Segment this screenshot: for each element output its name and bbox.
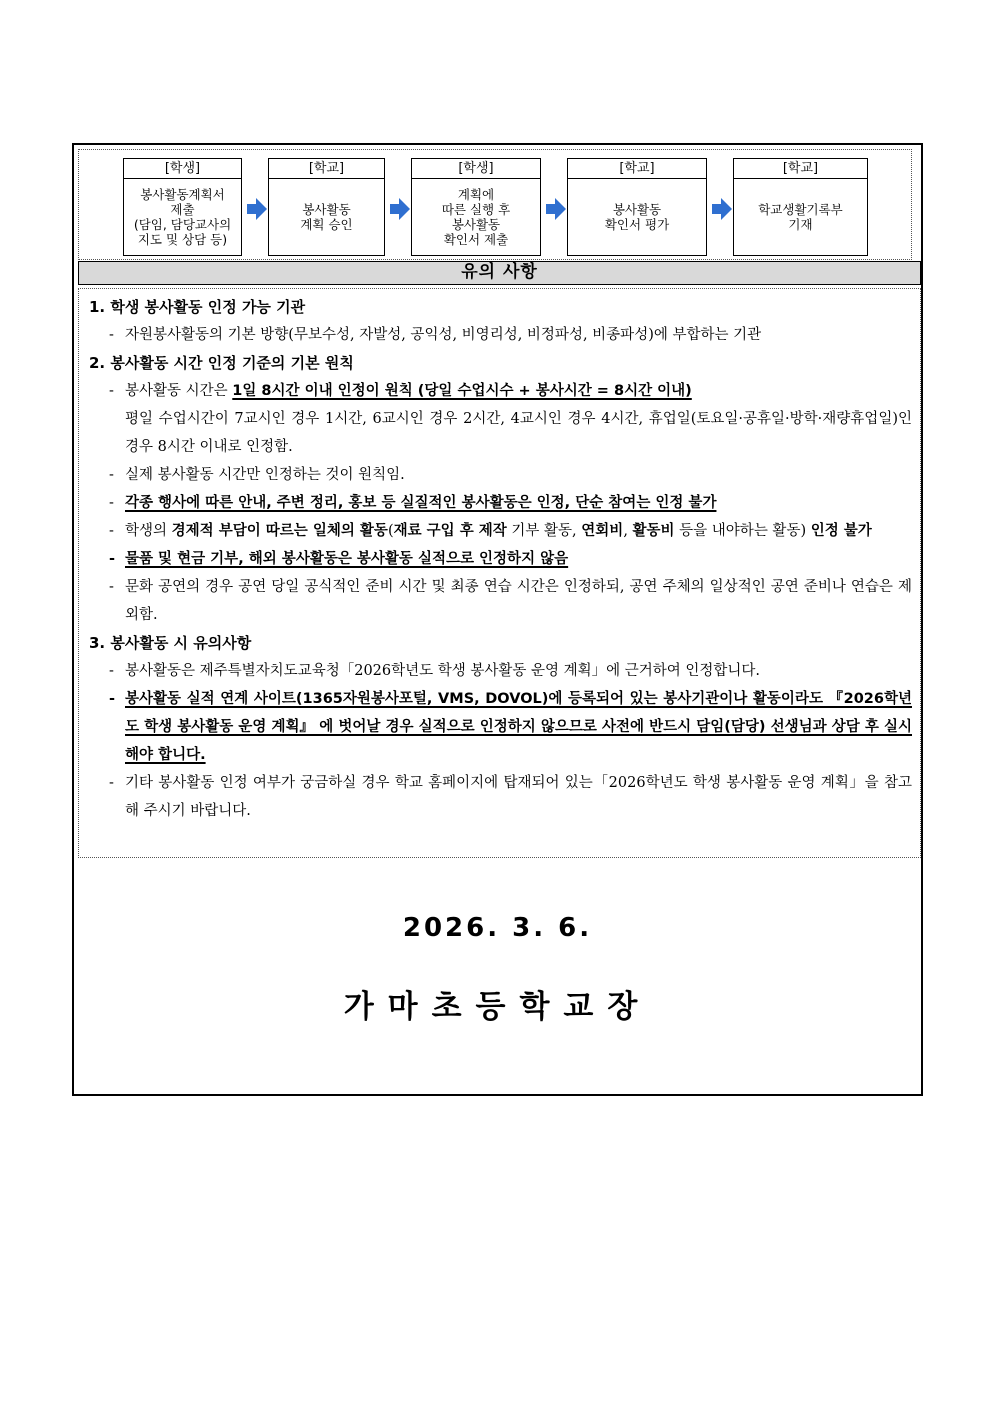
list-item: - 자원봉사활동의 기본 방향(무보수성, 자발성, 공익성, 비영리성, 비정파성, 비종파성)에 부합하는 기관	[109, 327, 762, 343]
step-actor: [학생]	[124, 159, 241, 179]
list-item: - 학생의 경제적 부담이 따르는 일체의 활동(재료 구입 후 제작 기부 활동, 연회비, 활동비 등을 내야하는 활동) 인정 불가	[109, 523, 872, 539]
notice-frame	[72, 143, 923, 1096]
notes-body	[78, 288, 921, 858]
arrow-right-icon	[546, 198, 566, 220]
list-item-continuation: 평일 수업시간이 7교시인 경우 1시간, 6교시인 경우 2시간, 4교시인 경우 4시간, 휴업일(토요일·공휴일·방학·재량휴업일)인 경우 8시간 이내로 인정함.	[125, 411, 912, 455]
flow-step-4	[567, 158, 707, 256]
section-title: 2. 봉사활동 시간 인정 기준의 기본 원칙	[89, 354, 354, 372]
list-item: - 문화 공연의 경우 공연 당일 공식적인 준비 시간 및 최종 연습 시간은 인정하되, 공연 주체의 일상적인 공연 준비나 연습은 제외함.	[109, 579, 912, 623]
list-item: - 기타 봉사활동 인정 여부가 궁금하실 경우 학교 홈페이지에 탑재되어 있는「2026학년도 학생 봉사활동 운영 계획」을 참고해 주시기 바랍니다.	[109, 775, 912, 819]
flow-step-2	[268, 158, 385, 256]
list-item: - 봉사활동은 제주특별자치도교육청「2026학년도 학생 봉사활동 운영 계획」에 근거하여 인정합니다.	[109, 663, 761, 679]
arrow-right-icon	[247, 198, 267, 220]
step-actor: [학교]	[734, 159, 867, 179]
step-text: 봉사활동계획서 제출 (담임, 담당교사의 지도 및 상담 등)	[133, 187, 232, 247]
step-text: 계획에 따른 실행 후 봉사활동 확인서 제출	[441, 187, 511, 247]
step-actor: [학교]	[568, 159, 706, 179]
list-item: - 각종 행사에 따른 안내, 주변 정리, 홍보 등 실질적인 봉사활동은 인정, 단순 참여는 인정 불가	[109, 495, 717, 511]
notes-heading: 유의 사항	[78, 261, 921, 285]
flow-step-3	[411, 158, 541, 256]
list-item: - 물품 및 현금 기부, 해외 봉사활동은 봉사활동 실적으로 인정하지 않음	[109, 551, 569, 567]
signer-name: 가마초등학교장	[343, 989, 652, 1025]
step-text: 봉사활동 확인서 평가	[604, 202, 670, 232]
process-flow	[78, 149, 912, 260]
arrow-right-icon	[712, 198, 732, 220]
step-actor: [학생]	[412, 159, 540, 179]
section-title: 1. 학생 봉사활동 인정 가능 기관	[89, 298, 306, 316]
list-item: - 봉사활동 시간은 1일 8시간 이내 인정이 원칙 (당일 수업시수 + 봉사시간 = 8시간 이내)	[109, 383, 692, 399]
arrow-right-icon	[390, 198, 410, 220]
step-text: 봉사활동 계획 승인	[300, 202, 353, 232]
list-item: - 실제 봉사활동 시간만 인정하는 것이 원칙임.	[109, 467, 405, 483]
flow-step-5	[733, 158, 868, 256]
issue-date: 2026. 3. 6.	[402, 913, 593, 943]
list-item: - 봉사활동 실적 연계 사이트(1365자원봉사포털, VMS, DOVOL)에 등록되어 있는 봉사기관이나 활동이라도 『2026학년도 학생 봉사활동 운영 계획』 에 벗어날 경우 실적으로 인정하지 않으므로 사전에 반드시 담임(담당) 선생님과 상담 후 실시해야 합니다.	[109, 691, 912, 763]
step-actor: [학교]	[269, 159, 384, 179]
step-text: 학교생활기록부 기재	[758, 202, 843, 232]
section-title: 3. 봉사활동 시 유의사항	[89, 634, 252, 652]
flow-step-1	[123, 158, 242, 256]
